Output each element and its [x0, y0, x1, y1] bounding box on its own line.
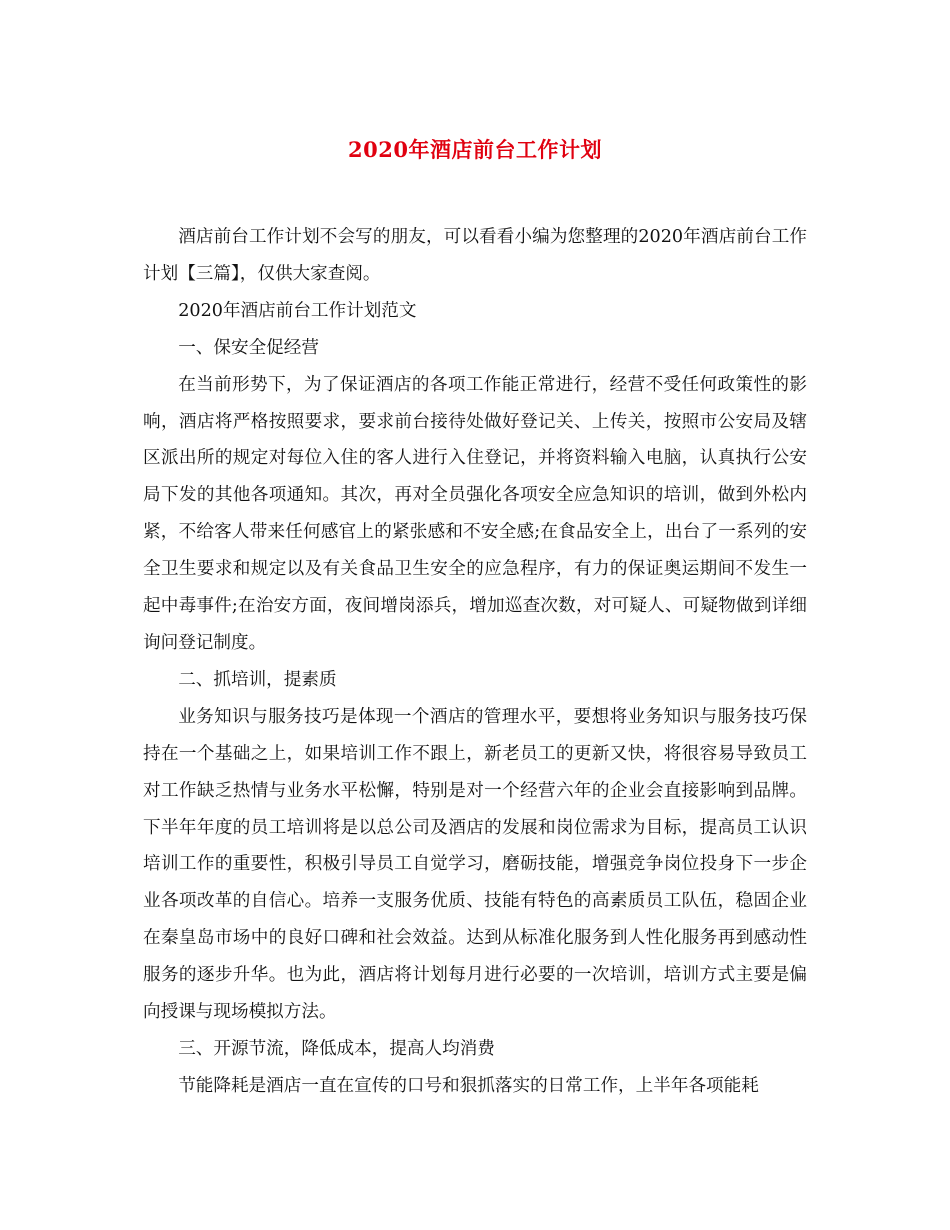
section-heading-1: 一、保安全促经营	[178, 337, 319, 358]
section-paragraph-2: 业务知识与服务技巧是体现一个酒店的管理水平，要想将业务知识与服务技巧保持在一个基础之上，如果培训工作不跟上，新老员工的更新又快，将很容易导致员工对工作缺乏热情与业务水平松懈，特别是对一个经营六年的企业会直接影响到品牌。下半年年度的员工培训将是以总公司及酒店的发展和岗位需求为目标，提高员工认识培训工作的重要性，积极引导员工自觉学习，磨砺技能，增强竞争岗位投身下一步企业各项改革的自信心。培养一支服务优质、技能有特色的高素质员工队伍，稳固企业在秦皇岛市场中的良好口碑和社会效益。达到从标准化服务到人性化服务再到感动性服务的逐步升华。也为此，酒店将计划每月进行必要的一次培训，培训方式主要是偏向授课与现场模拟方法。	[143, 706, 807, 1023]
intro-paragraph: 酒店前台工作计划不会写的朋友，可以看看小编为您整理的2020年酒店前台工作计划【三篇】，仅供大家查阅。	[143, 227, 807, 284]
section-paragraph-1: 在当前形势下，为了保证酒店的各项工作能正常进行，经营不受任何政策性的影响，酒店将严格按照要求，要求前台接待处做好登记关、上传关，按照市公安局及辖区派出所的规定对每位入住的客人进行入住登记，并将资料输入电脑，认真执行公安局下发的其他各项通知。其次，再对全员强化各项安全应急知识的培训，做到外松内紧，不给客人带来任何感官上的紧张感和不安全感;在食品安全上，出台了一系列的安全卫生要求和规定以及有关食品卫生安全的应急程序，有力的保证奥运期间不发生一起中毒事件;在治安方面，夜间增岗添兵，增加巡查次数，对可疑人、可疑物做到详细询问登记制度。	[143, 374, 807, 653]
section-heading-2: 二、抓培训，提素质	[178, 669, 337, 690]
section-paragraph-3: 节能降耗是酒店一直在宣传的口号和狠抓落实的日常工作，上半年各项能耗	[178, 1075, 759, 1096]
document-title: 2020年酒店前台工作计划	[348, 137, 602, 162]
document-body	[143, 219, 807, 1105]
section-subtitle: 2020年酒店前台工作计划范文	[178, 300, 417, 321]
section-heading-3: 三、开源节流，降低成本，提高人均消费	[178, 1038, 495, 1059]
